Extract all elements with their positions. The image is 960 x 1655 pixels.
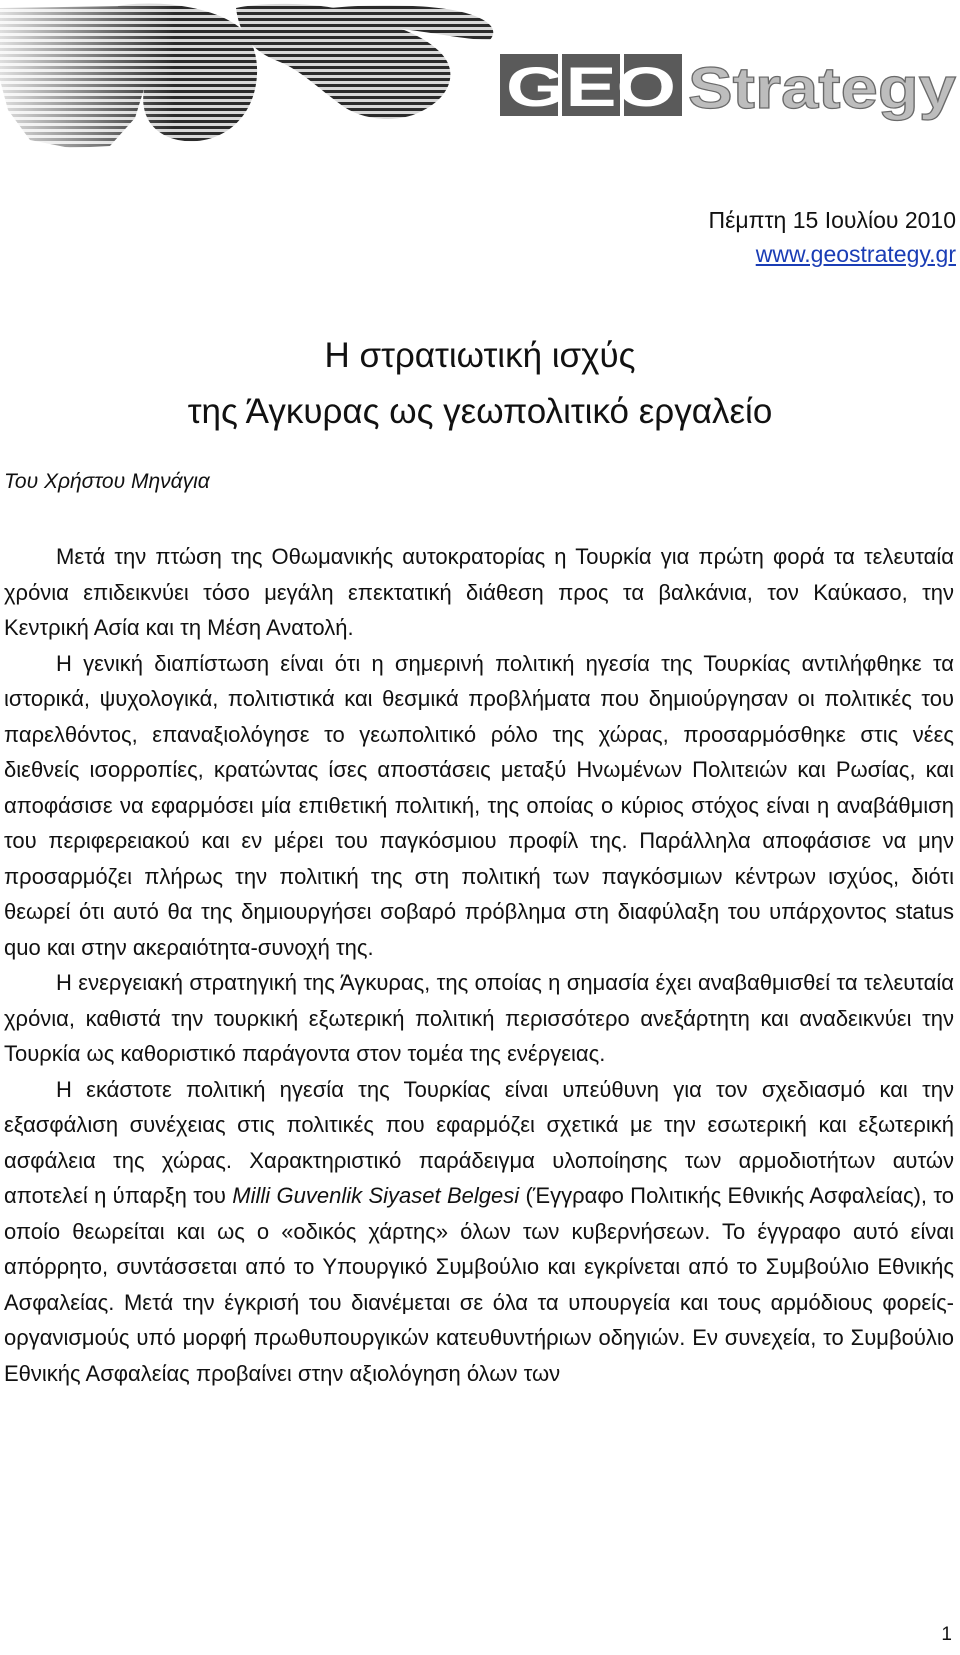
article-title	[0, 328, 960, 440]
logo-strategy-text: Strategy	[688, 56, 956, 121]
logo-geo-text: GEO	[506, 55, 676, 118]
world-map-icon	[0, 0, 500, 150]
paragraph: Η γενική διαπίστωση είναι ότι η σημερινή πολιτική ηγεσία της Τουρκίας αντιλήφθηκε τα ιστορικά, ψυχολογικά, πολιτιστικά και θεσμικά προβλήματα που δημιούργησαν οι πολιτικές του παρελθόντος, επαναξιολόγησε το γεωπολιτικό ρόλο της χώρας, προσαρμόσθηκε στις νέες διεθνείς ισορροπίες, κρατώντας ίσες αποστάσεις μεταξύ Ηνωμένων Πολιτειών και Ρωσίας, και αποφάσισε να εφαρμόσει μία επιθετική πολιτική, της οποίας ο κύριος στόχος είναι η αναβάθμιση του περιφερειακού και εν μέρει του παγκόσμιου προφίλ της. Παράλληλα αποφάσισε να μην προσαρμόζει πλήρως την πολιτική της στη πολιτική των παγκόσμιων κέντρων ισχύος, διότι θεωρεί ότι αυτό θα της δημιουργήσει σοβαρό πρόβλημα στη διαφύλαξη του υπάρχοντος status quo και στην ακεραιότητα-συνοχή της.	[4, 650, 954, 960]
document-name: Milli Guvenlik Siyaset Belgesi	[232, 1183, 520, 1208]
title-line-1: Η στρατιωτική ισχύς	[324, 336, 636, 375]
paragraph: Η ενεργειακή στρατηγική της Άγκυρας, της οποίας η σημασία έχει αναβαθμισθεί τα τελευταία χρόνια, καθιστά την τουρκική εξωτερική πολιτική περισσότερο ανεξάρτητη και αναδεικνύει την Τουρκία ως καθοριστικό παράγοντα στον τομέα της ενέργειας.	[4, 970, 954, 1066]
paragraph	[4, 1072, 954, 1392]
paragraph-text: Η εκάστοτε πολιτική ηγεσία της Τουρκίας είναι υπεύθυνη για τον σχεδιασμό και την εξασφάλιση συνέχειας στις πολιτικές που εφαρμόζει σχετικά με την εσωτερική και εξωτερική ασφάλεια της χώρας. Χαρακτηριστικό παράδειγμα υλοποίησης των αρμοδιοτήτων αυτών αποτελεί η ύπαρξη του	[4, 1076, 954, 1208]
title-line-2: της Άγκυρας ως γεωπολιτικό εργαλείο	[187, 392, 773, 431]
website-link[interactable]: www.geostrategy.gr	[755, 241, 956, 267]
page-number: 1	[941, 1624, 952, 1645]
publication-date: Πέμπτη 15 Ιουλίου 2010	[708, 207, 956, 233]
article-author: Του Χρήστου Μηνάγια	[4, 470, 210, 493]
article-body	[4, 539, 954, 1391]
geostrategy-logo	[0, 0, 960, 150]
paragraph-text: (Έγγραφο Πολιτικής Εθνικής Ασφαλείας), το οποίο θεωρείται και ως ο «οδικός χάρτης» όλων των κυβερνήσεων. Το έγγραφο αυτό είναι απόρρητο, συντάσσεται από το Υπουργικό Συμβούλιο και εγκρίνεται από το Συμβούλιο Εθνικής Ασφαλείας. Μετά την έγκρισή του διανέμεται σε όλα τα υπουργεία και τους αρμόδιους φορείς-οργανισμούς υπό μορφή πρωθυπουργικών κατευθυντήριων οδηγιών. Εν συνεχεία, το Συμβούλιο Εθνικής Ασφαλείας προβαίνει στην αξιολόγηση όλων των	[4, 1183, 955, 1386]
paragraph: Μετά την πτώση της Οθωμανικής αυτοκρατορίας η Τουρκία για πρώτη φορά τα τελευταία χρόνια επιδεικνύει τόσο μεγάλη επεκτατική διάθεση προς τα βαλκάνια, τον Καύκασο, την Κεντρική Ασία και τη Μέση Ανατολή.	[4, 544, 954, 640]
